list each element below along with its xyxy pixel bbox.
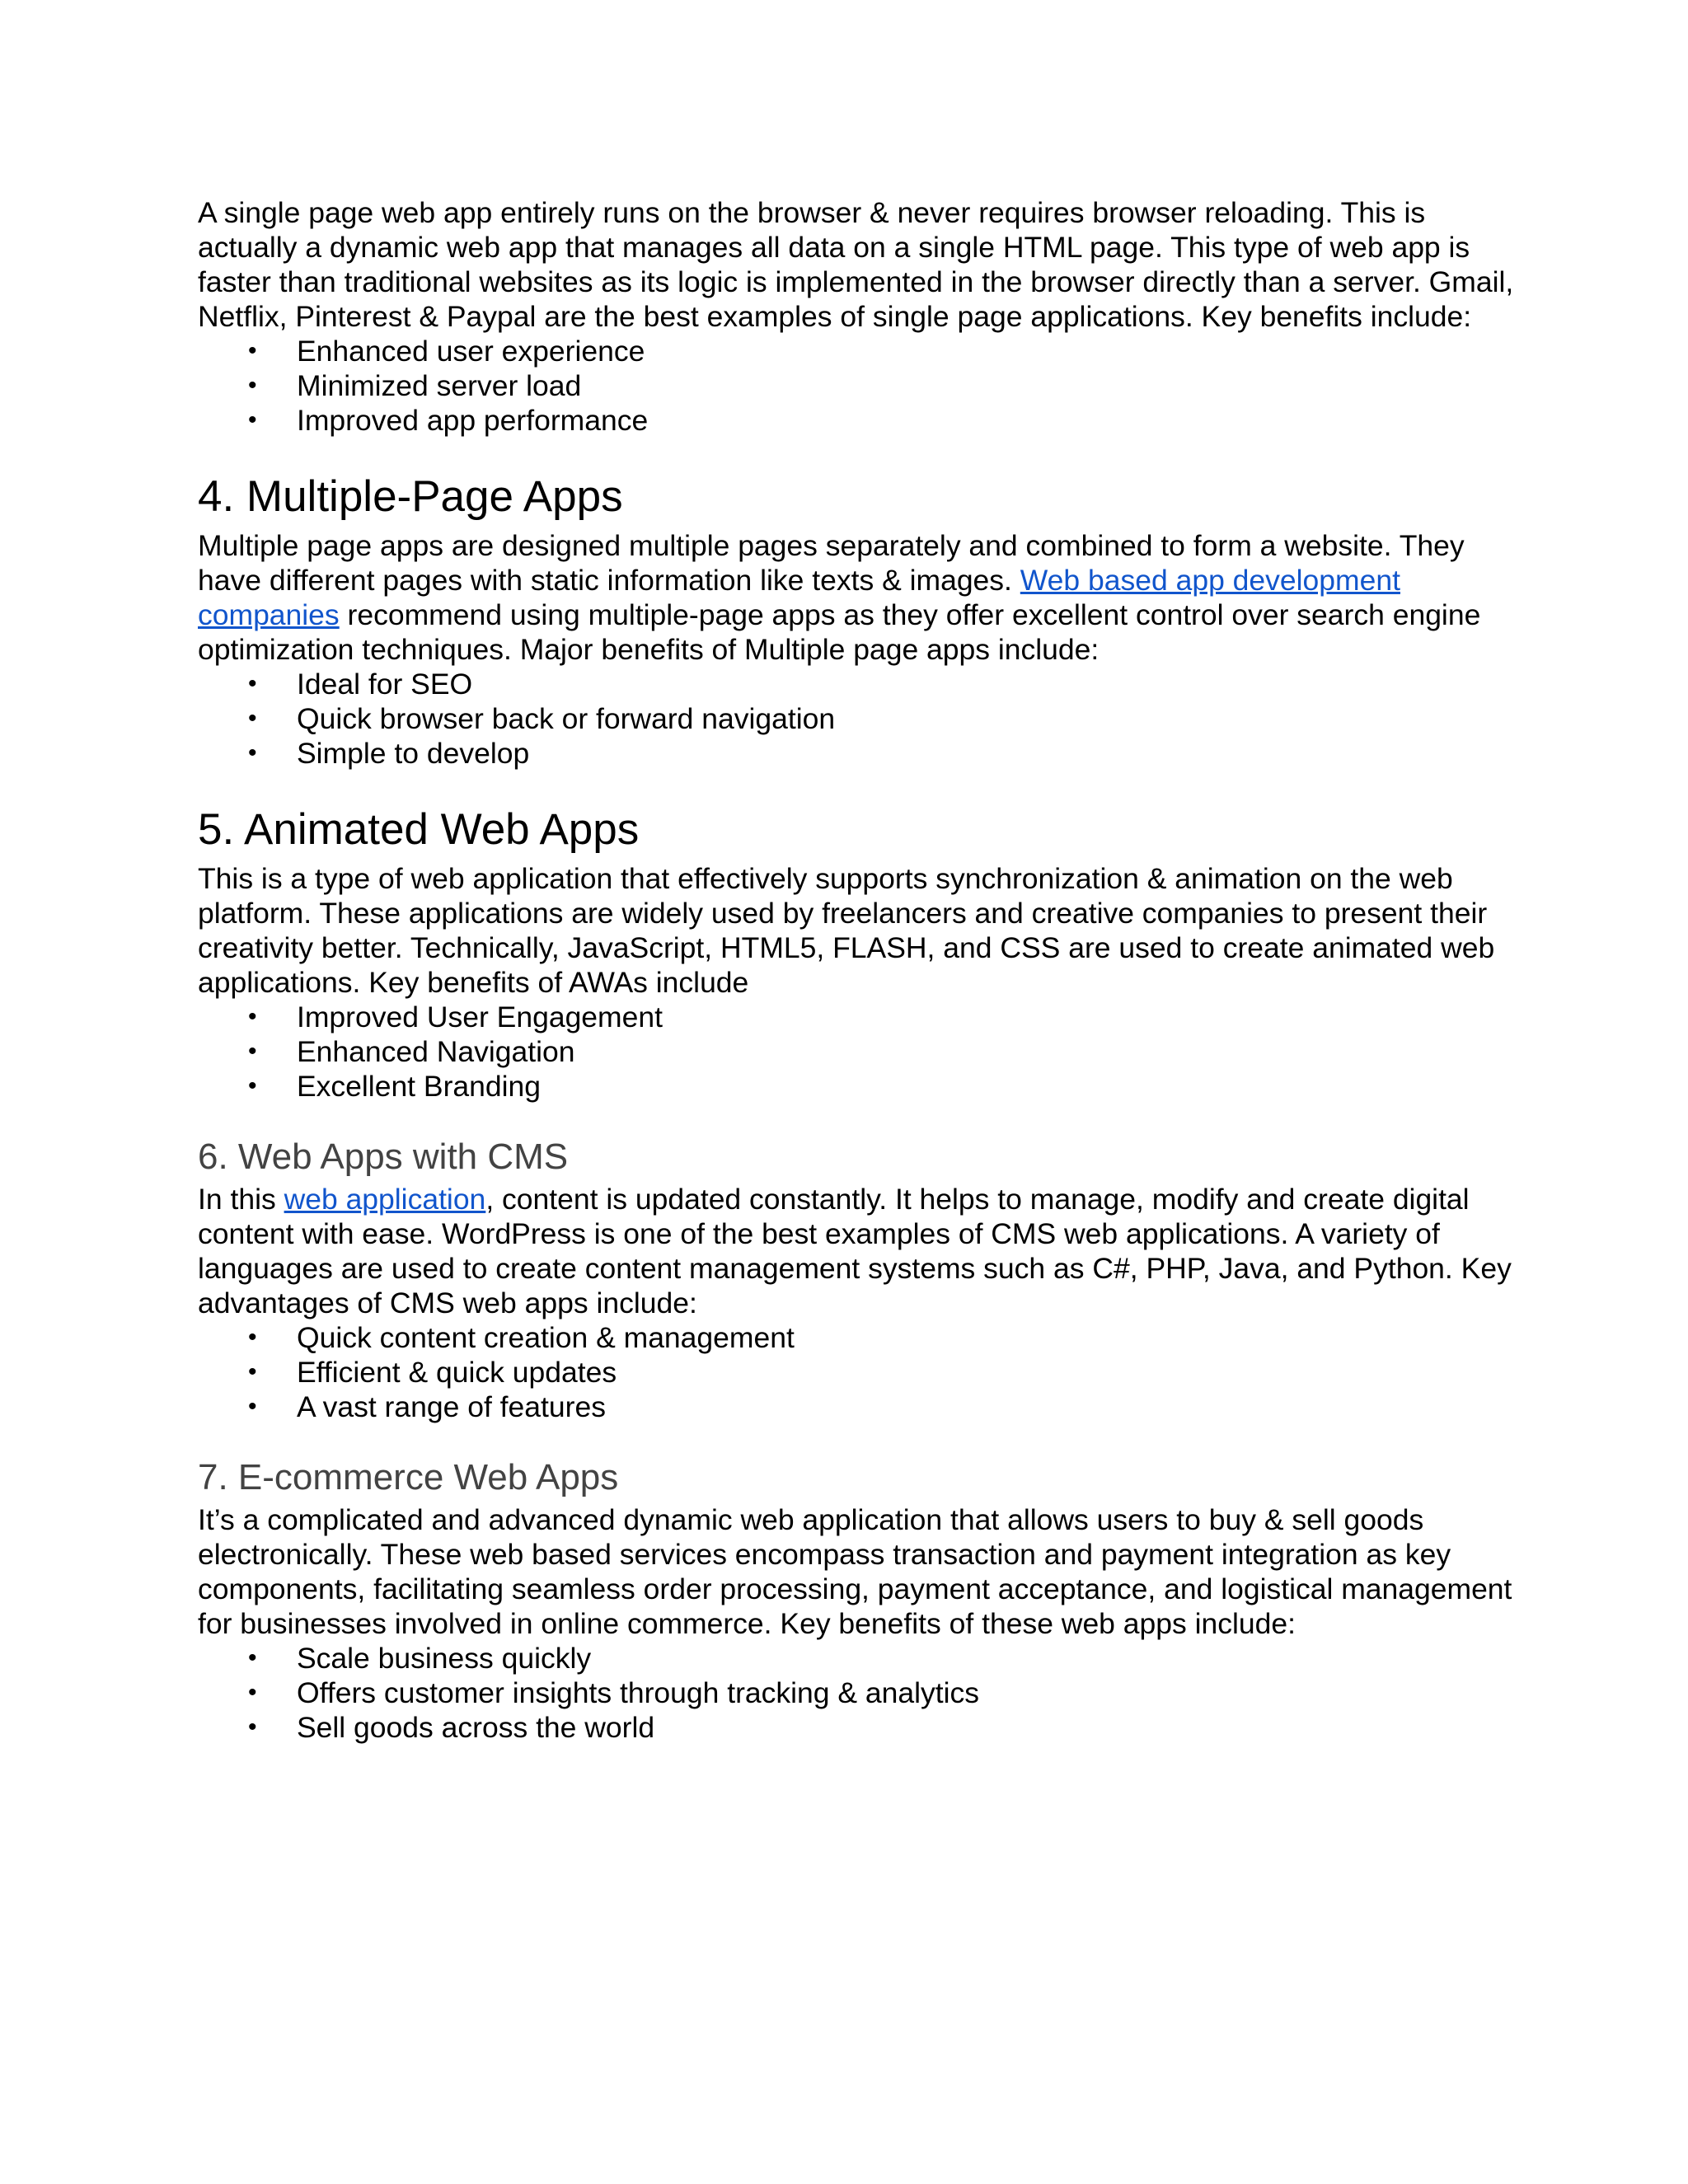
bullet-icon: •: [248, 1393, 257, 1420]
heading-ecommerce-web-apps: 7. E-commerce Web Apps: [198, 1457, 619, 1497]
web-based-app-development-companies-link[interactable]: Web based app development companies: [198, 564, 1400, 631]
web-application-link[interactable]: web application: [284, 1183, 486, 1216]
heading-animated-web-apps: 5. Animated Web Apps: [198, 805, 640, 854]
bullet-icon: •: [248, 406, 257, 434]
list-item: • Sell goods across the world: [248, 1711, 655, 1744]
list-item: • Efficient & quick updates: [248, 1356, 617, 1389]
list-item: • Improved User Engagement: [248, 1001, 663, 1033]
bullet-icon: •: [248, 1713, 257, 1741]
bullet-icon: •: [248, 1358, 257, 1385]
multiple-page-apps-bullet-list: [198, 667, 1517, 771]
list-item: • Enhanced Navigation: [248, 1035, 575, 1068]
multiple-page-apps-paragraph: Multiple page apps are designed multiple pages separately and combined to form a website. They have different pages with static information like texts & images. Web based app development companies recommend using multiple-page apps as they offer excellent control over search engine optimization techniques. Major benefits of Multiple page apps include:: [198, 529, 1481, 666]
cms-paragraph: In this web application, content is updated constantly. It helps to manage, modify and create digital content with ease. WordPress is one of the best examples of CMS web applications. A variety of languages are used to create content management systems such as C#, PHP, Java, and Python. Key advantages of CMS web apps include:: [198, 1183, 1512, 1319]
bullet-icon: •: [248, 670, 257, 697]
list-item: • Quick browser back or forward navigation: [248, 702, 836, 735]
heading-web-apps-with-cms: 6. Web Apps with CMS: [198, 1137, 569, 1177]
bullet-icon: •: [248, 1324, 257, 1351]
intro-bullet-list: [198, 334, 1517, 438]
list-item: • Improved app performance: [248, 404, 649, 437]
list-item: • Ideal for SEO: [248, 668, 473, 701]
intro-paragraph: A single page web app entirely runs on the browser & never requires browser reloading. This is actually a dynamic web app that manages all data on a single HTML page. This type of web app is faster than traditional websites as its logic is implemented in the browser directly than a server. Gmail, Netflix, Pinterest & Paypal are the best examples of single page applications. Key benefits include:: [198, 196, 1514, 333]
animated-web-apps-bullet-list: [198, 1000, 1517, 1104]
ecommerce-paragraph: It’s a complicated and advanced dynamic web application that allows users to buy & sell goods electronically. These web based services encompass transaction and payment integration as key components, facilitating seamless order processing, payment acceptance, and logistical management for businesses involved in online commerce. Key benefits of these web apps include:: [198, 1503, 1512, 1640]
heading-multiple-page-apps: 4. Multiple-Page Apps: [198, 472, 623, 521]
list-item: • Enhanced user experience: [248, 335, 645, 368]
document-page: [198, 195, 1517, 1745]
ecommerce-bullet-list: [198, 1641, 1517, 1745]
cms-bullet-list: [198, 1320, 1517, 1424]
list-item: • Simple to develop: [248, 737, 530, 770]
list-item: • Quick content creation & management: [248, 1321, 795, 1354]
bullet-icon: •: [248, 1072, 257, 1099]
list-item: • Scale business quickly: [248, 1642, 592, 1675]
list-item: • A vast range of features: [248, 1390, 606, 1423]
list-item: • Offers customer insights through tracking & analytics: [248, 1676, 980, 1709]
bullet-icon: •: [248, 705, 257, 732]
bullet-icon: •: [248, 337, 257, 364]
bullet-icon: •: [248, 1679, 257, 1706]
bullet-icon: •: [248, 372, 257, 399]
animated-web-apps-paragraph: This is a type of web application that effectively supports synchronization & animation on the web platform. These applications are widely used by freelancers and creative companies to present their creativity better. Technically, JavaScript, HTML5, FLASH, and CSS are used to create animated web applications. Key benefits of AWAs include: [198, 862, 1495, 999]
bullet-icon: •: [248, 1038, 257, 1065]
list-item: • Minimized server load: [248, 369, 582, 402]
bullet-icon: •: [248, 1644, 257, 1671]
list-item: • Excellent Branding: [248, 1070, 542, 1103]
bullet-icon: •: [248, 1003, 257, 1030]
bullet-icon: •: [248, 739, 257, 766]
